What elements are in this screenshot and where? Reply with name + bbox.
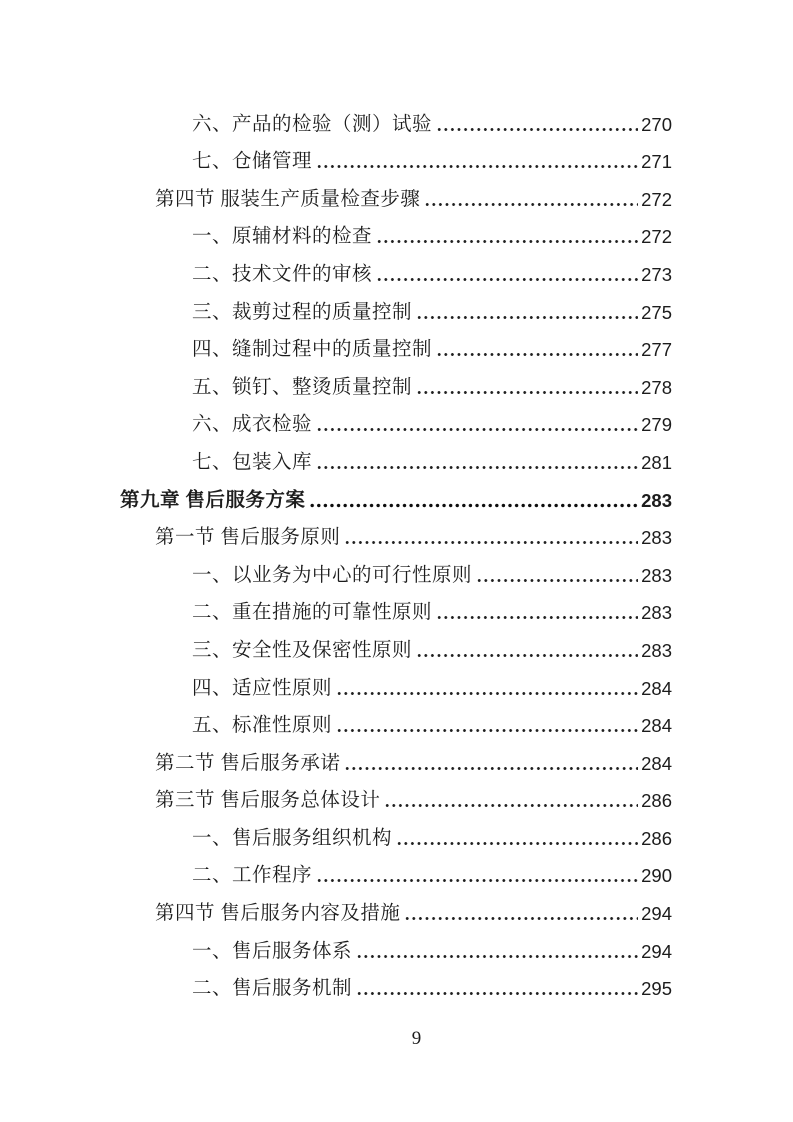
toc-entry[interactable] — [192, 850, 672, 888]
toc-entry[interactable] — [192, 286, 672, 324]
toc-entry-page-number: 271 — [641, 151, 672, 173]
toc-entry[interactable] — [155, 173, 672, 211]
toc-entry-page-number: 284 — [641, 752, 672, 774]
page-footer — [0, 1028, 793, 1050]
toc-entry-label: 三、安全性及保密性原则 — [192, 639, 413, 661]
toc-entry-label: 第三节 售后服务总体设计 — [155, 790, 381, 812]
dot-leader — [377, 237, 638, 245]
toc-entry-page-number: 283 — [641, 639, 672, 661]
dot-leader — [437, 125, 638, 133]
toc-entry-label: 第一节 售后服务原则 — [155, 527, 341, 549]
toc-entry-label: 二、技术文件的审核 — [192, 263, 373, 285]
toc-entry[interactable] — [155, 512, 672, 550]
toc-entry-page-number: 279 — [641, 414, 672, 436]
toc-entry-page-number: 275 — [641, 301, 672, 323]
dot-leader — [405, 914, 638, 922]
toc-entry[interactable] — [192, 700, 672, 738]
toc-entry-label: 第四节 售后服务内容及措施 — [155, 903, 401, 925]
toc-entry[interactable] — [192, 963, 672, 1001]
toc-entry-page-number: 284 — [641, 677, 672, 699]
toc-entry[interactable] — [192, 662, 672, 700]
toc-entry-page-number: 270 — [641, 113, 672, 135]
toc-entry-label: 一、售后服务体系 — [192, 940, 353, 962]
toc-entry-page-number: 295 — [641, 978, 672, 1000]
dot-leader — [337, 726, 638, 734]
toc-entry-page-number: 294 — [641, 903, 672, 925]
toc-entry-label: 一、售后服务组织机构 — [192, 827, 393, 849]
dot-leader — [437, 613, 638, 621]
dot-leader — [385, 801, 638, 809]
toc-entry-label: 一、以业务为中心的可行性原则 — [192, 564, 473, 586]
dot-leader — [317, 876, 638, 884]
toc-entry-page-number: 272 — [641, 226, 672, 248]
dot-leader — [310, 501, 638, 509]
toc-entry[interactable] — [192, 248, 672, 286]
dot-leader — [337, 689, 638, 697]
toc-entry[interactable] — [192, 624, 672, 662]
dot-leader — [345, 764, 638, 772]
toc-entry-page-number: 272 — [641, 188, 672, 210]
dot-leader — [477, 576, 638, 584]
toc-entry-label: 六、成衣检验 — [192, 414, 313, 436]
dot-leader — [417, 651, 638, 659]
toc-entry-label: 五、标准性原则 — [192, 715, 333, 737]
toc-entry[interactable] — [192, 549, 672, 587]
dot-leader — [417, 388, 638, 396]
toc-entry[interactable] — [192, 399, 672, 437]
toc-entry-page-number: 284 — [641, 715, 672, 737]
toc-entry-page-number: 281 — [641, 451, 672, 473]
dot-leader — [417, 313, 638, 321]
toc-entry[interactable] — [192, 136, 672, 174]
toc-entry-page-number: 283 — [641, 489, 672, 511]
dot-leader — [345, 538, 638, 546]
dot-leader — [317, 463, 638, 471]
toc-entry[interactable] — [155, 887, 672, 925]
toc-entry-label: 三、裁剪过程的质量控制 — [192, 301, 413, 323]
toc-entry-label: 一、原辅材料的检查 — [192, 226, 373, 248]
toc-entry-page-number: 273 — [641, 263, 672, 285]
toc-entry-label: 二、工作程序 — [192, 865, 313, 887]
table-of-contents — [120, 98, 672, 1000]
toc-entry-page-number: 294 — [641, 940, 672, 962]
toc-entry-page-number: 286 — [641, 827, 672, 849]
toc-entry[interactable] — [192, 98, 672, 136]
toc-entry-label: 七、仓储管理 — [192, 151, 313, 173]
toc-entry-page-number: 283 — [641, 527, 672, 549]
toc-entry[interactable] — [192, 324, 672, 362]
toc-entry[interactable] — [192, 361, 672, 399]
toc-entry-label: 五、锁钉、整烫质量控制 — [192, 376, 413, 398]
dot-leader — [317, 162, 638, 170]
toc-entry-page-number: 283 — [641, 602, 672, 624]
toc-entry[interactable] — [120, 474, 672, 512]
toc-entry-label: 第九章 售后服务方案 — [120, 489, 306, 511]
toc-entry[interactable] — [192, 587, 672, 625]
toc-entry-label: 六、产品的检验（测）试验 — [192, 113, 433, 135]
toc-entry-page-number: 283 — [641, 564, 672, 586]
toc-entry-label: 四、缝制过程中的质量控制 — [192, 339, 433, 361]
toc-entry-label: 第四节 服装生产质量检查步骤 — [155, 188, 421, 210]
toc-entry[interactable] — [155, 775, 672, 813]
dot-leader — [397, 839, 638, 847]
toc-entry-label: 四、适应性原则 — [192, 677, 333, 699]
dot-leader — [437, 350, 638, 358]
toc-entry[interactable] — [192, 436, 672, 474]
dot-leader — [357, 952, 638, 960]
toc-entry-page-number: 290 — [641, 865, 672, 887]
toc-entry[interactable] — [192, 211, 672, 249]
toc-entry-page-number: 277 — [641, 339, 672, 361]
dot-leader — [317, 425, 638, 433]
dot-leader — [425, 200, 638, 208]
toc-entry-label: 七、包装入库 — [192, 451, 313, 473]
toc-entry[interactable] — [155, 737, 672, 775]
toc-entry-page-number: 278 — [641, 376, 672, 398]
toc-entry[interactable] — [192, 925, 672, 963]
toc-entry[interactable] — [192, 812, 672, 850]
footer-page-number: 9 — [411, 1028, 422, 1049]
toc-entry-label: 二、售后服务机制 — [192, 978, 353, 1000]
toc-entry-label: 第二节 售后服务承诺 — [155, 752, 341, 774]
dot-leader — [357, 989, 638, 997]
dot-leader — [377, 275, 638, 283]
toc-entry-label: 二、重在措施的可靠性原则 — [192, 602, 433, 624]
toc-entry-page-number: 286 — [641, 790, 672, 812]
